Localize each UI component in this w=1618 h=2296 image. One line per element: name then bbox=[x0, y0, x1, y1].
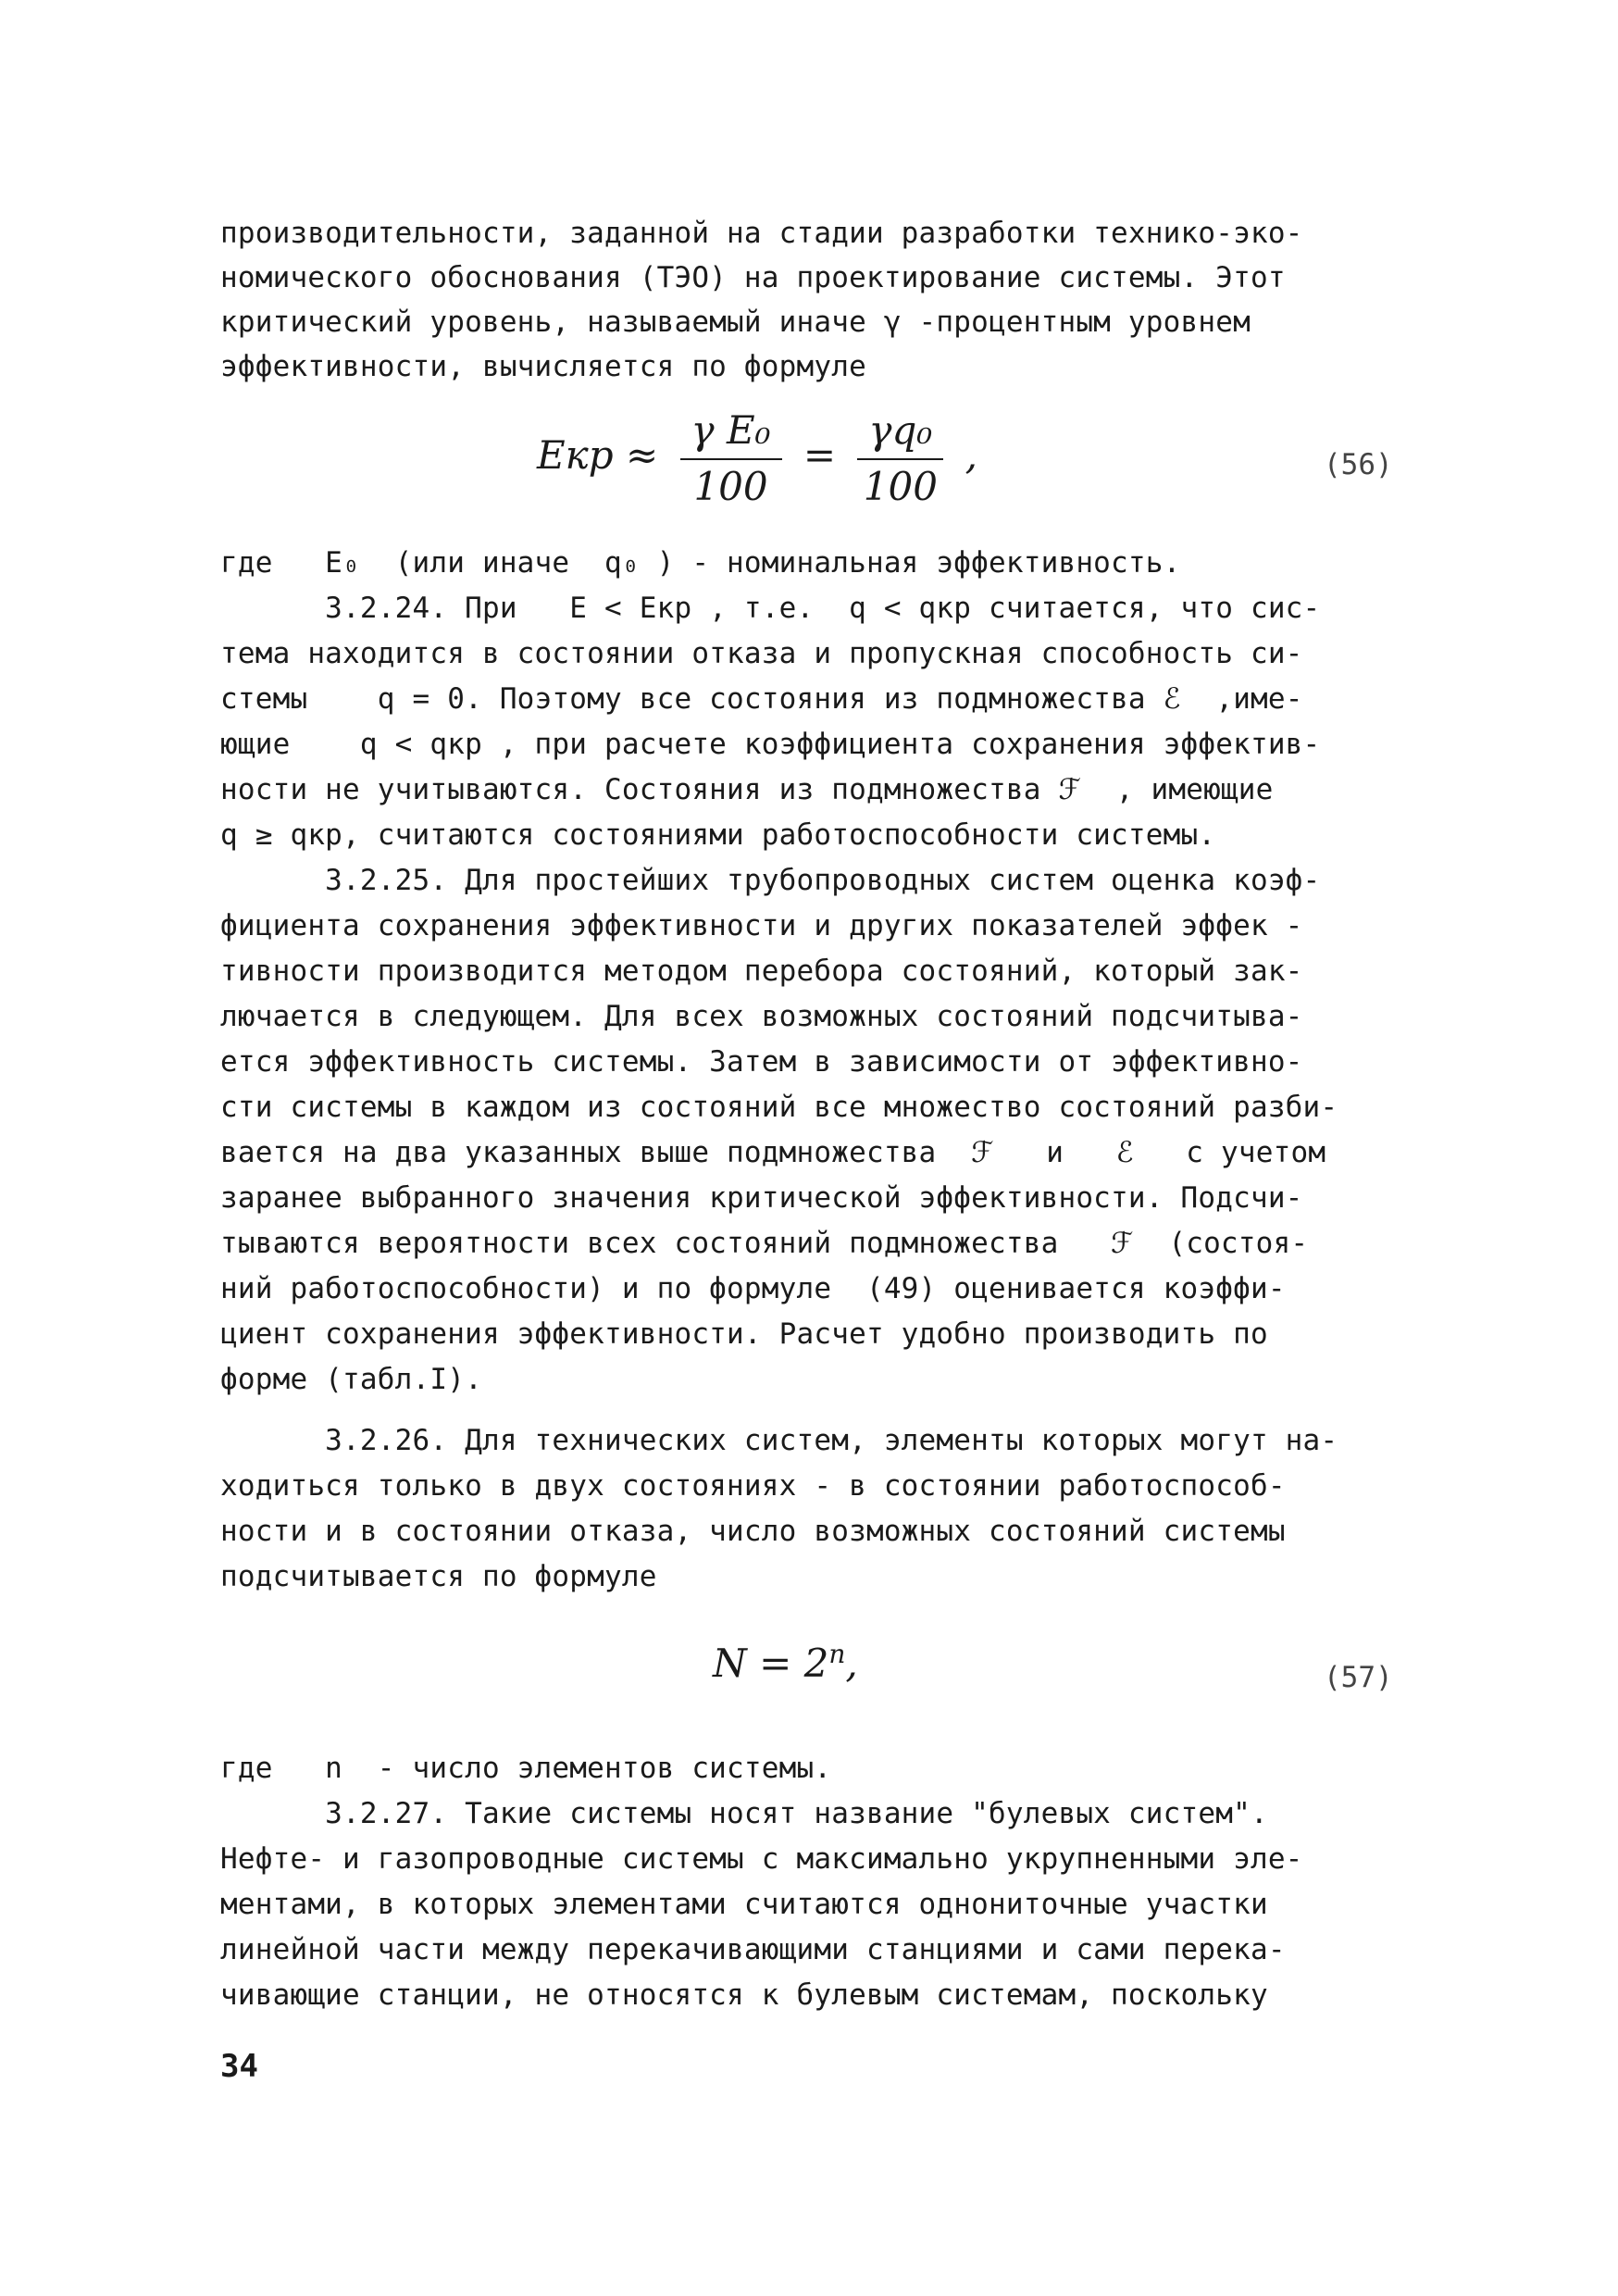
text-line: эффективности, вычисляется по формуле bbox=[220, 350, 866, 383]
text-line: тываются вероятности всех состояний подмножества ℱ (состоя- bbox=[220, 1227, 1309, 1260]
formula-57: $N = 2^n$, bbox=[713, 1639, 858, 1686]
text-line: ходиться только в двух состояниях - в состоянии работоспособ- bbox=[220, 1469, 1286, 1503]
text-line: циент сохранения эффективности. Расчет удобно производить по bbox=[220, 1317, 1268, 1351]
text-line: лючается в следующем. Для всех возможных состояний подсчитыва- bbox=[220, 1000, 1303, 1033]
text-line: подсчитывается по формуле bbox=[220, 1560, 657, 1593]
text-line: заранее выбранного значения критической эффективности. Подсчи- bbox=[220, 1181, 1303, 1215]
text-line: Нефте- и газопроводные системы с максимально укрупненными эле- bbox=[220, 1842, 1303, 1876]
text-line: 3.2.27. Такие системы носят название "булевых систем". bbox=[220, 1797, 1268, 1830]
text-line: 3.2.26. Для технических систем, элементы которых могут на- bbox=[220, 1424, 1338, 1457]
text-line: фициента сохранения эффективности и других показателей эффек - bbox=[220, 909, 1303, 942]
text-line: ности не учитываются. Состояния из подмножества ℱ , имеющие bbox=[220, 773, 1274, 806]
text-line: q ≥ qкр, считаются состояниями работоспособности системы. bbox=[220, 818, 1216, 852]
formula-56-fraction-2: $\frac{\text{γq₀}}{100}$ bbox=[857, 407, 943, 509]
text-line: где E₀ (или иначе q₀ ) - номинальная эффективность. bbox=[220, 546, 1181, 580]
text-line: где n - число элементов системы. bbox=[220, 1752, 832, 1785]
text-line: стемы q = 0. Поэтому все состояния из подмножества ℰ ,име- bbox=[220, 682, 1303, 716]
formula-56: Eкр ≈ $\frac{\text{γ E₀}}{100}$ = $\frac{\text{γq₀}}{100}$ , bbox=[537, 407, 977, 509]
text-line: критический уровень, называемый иначе γ -процентным уровнем bbox=[220, 306, 1251, 339]
text-line: чивающие станции, не относятся к булевым системам, поскольку bbox=[220, 1978, 1268, 2012]
text-line: ности и в состоянии отказа, число возможных состояний системы bbox=[220, 1515, 1286, 1548]
text-line: тема находится в состоянии отказа и пропускная способность си- bbox=[220, 637, 1303, 670]
text-line: 3.2.25. Для простейших трубопроводных систем оценка коэф- bbox=[220, 864, 1321, 897]
equation-number-57: (57) bbox=[1324, 1661, 1393, 1694]
equation-number-56: (56) bbox=[1324, 448, 1393, 481]
text-line: тивности производится методом перебора состояний, который зак- bbox=[220, 955, 1303, 988]
text-line: ется эффективность системы. Затем в зависимости от эффективно- bbox=[220, 1045, 1303, 1079]
text-line: линейной части между перекачивающими станциями и сами перека- bbox=[220, 1933, 1286, 1966]
formula-57-lhs: N = 2 bbox=[713, 1641, 829, 1686]
text-line: сти системы в каждом из состояний все множество состояний разби- bbox=[220, 1091, 1338, 1124]
formula-56-lhs: Eкр bbox=[537, 432, 614, 478]
formula-57-exponent: n bbox=[828, 1639, 846, 1669]
text-line: ний работоспособности) и по формуле (49) оценивается коэффи- bbox=[220, 1272, 1286, 1305]
formula-56-fraction-1: $\frac{\text{γ E₀}}{100}$ bbox=[680, 407, 782, 509]
page-number: 34 bbox=[220, 2048, 258, 2085]
text-line: форме (табл.I). bbox=[220, 1363, 482, 1396]
text-line: 3.2.24. При E < Eкр , т.е. q < qкр считается, что сис- bbox=[220, 592, 1321, 625]
text-line: вается на два указанных выше подмножества ℱ и ℰ с учетом bbox=[220, 1136, 1326, 1169]
text-line: ющие q < qкр , при расчете коэффициента сохранения эффектив- bbox=[220, 728, 1321, 761]
text-line: производительности, заданной на стадии разработки технико-эко- bbox=[220, 217, 1303, 250]
text-line: ментами, в которых элементами считаются однониточные участки bbox=[220, 1888, 1268, 1921]
text-line: номического обоснования (ТЭО) на проектирование системы. Этот bbox=[220, 261, 1286, 294]
